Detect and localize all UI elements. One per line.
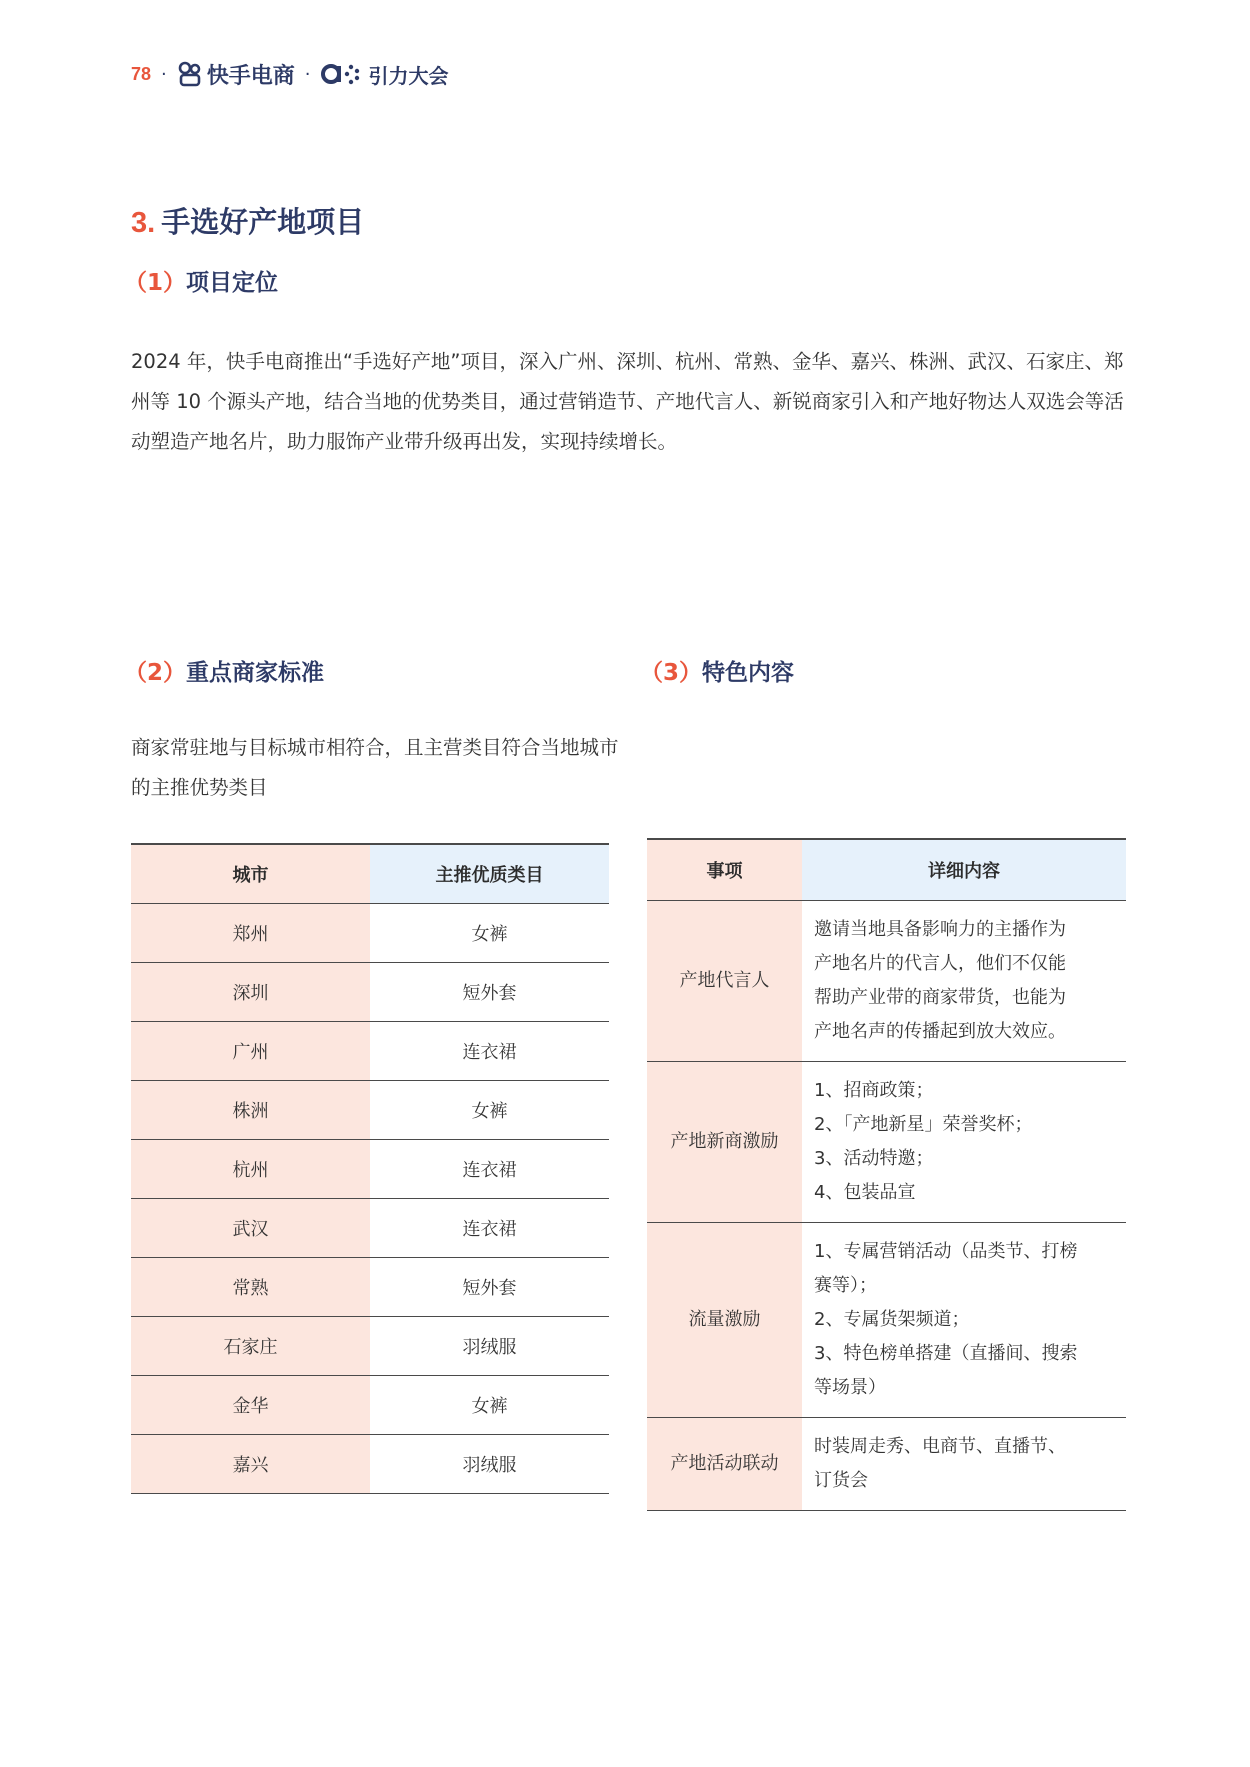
kuaishou-brand — [177, 59, 295, 90]
detail-line: 订货会 — [814, 1470, 868, 1491]
city-cell: 石家庄 — [131, 1317, 370, 1376]
subsection-featured-content — [640, 654, 794, 687]
subsection-title: 项目定位 — [186, 270, 279, 296]
detail-line: 3、特色榜单搭建（直播间、搜索 — [814, 1343, 1078, 1364]
section-number: 3. — [131, 207, 156, 239]
city-cell: 武汉 — [131, 1199, 370, 1258]
detail-line: 产地名声的传播起到放大效应。 — [814, 1021, 1066, 1042]
city-cell: 株洲 — [131, 1081, 370, 1140]
category-cell: 短外套 — [370, 963, 609, 1022]
subsection-number: （2） — [124, 660, 187, 686]
detail-line: 等场景） — [814, 1377, 886, 1398]
detail-line: 2、「产地新星」荣誉奖杯； — [814, 1114, 1033, 1135]
table-row — [647, 1418, 1126, 1511]
gravity-logo-icon — [321, 61, 365, 87]
table-row — [131, 963, 609, 1022]
subsection-number: （3） — [640, 660, 703, 686]
category-cell: 短外套 — [370, 1258, 609, 1317]
table-row — [131, 1081, 609, 1140]
detail-line: 3、活动特邀； — [814, 1148, 934, 1169]
table-row — [131, 1140, 609, 1199]
header-separator: · — [161, 63, 167, 85]
header-separator-2: · — [304, 63, 311, 85]
table-row — [647, 901, 1126, 1062]
item-cell: 产地活动联动 — [647, 1418, 802, 1511]
table-row — [131, 1435, 609, 1494]
column-header-detail: 详细内容 — [802, 839, 1126, 901]
subsection-number: （1） — [124, 270, 187, 296]
table-header-row — [131, 844, 609, 904]
category-cell: 羽绒服 — [370, 1317, 609, 1376]
city-cell: 金华 — [131, 1376, 370, 1435]
table-row — [131, 904, 609, 963]
item-cell: 产地新商激励 — [647, 1062, 802, 1223]
event-name: 引力大会 — [368, 63, 449, 88]
positioning-paragraph: 2024 年，快手电商推出“手选好产地”项目，深入广州、深圳、杭州、常熟、金华、嘉兴、株洲、武汉、石家庄、郑州等 10 个源头产地，结合当地的优势类目，通过营销造节、产地代言人、新锐商家引入和产地好物达人双选会等活动塑造产地名片，助力服饰产业带升级再出发，实现持续增长。 — [131, 350, 1124, 453]
category-cell: 连衣裙 — [370, 1022, 609, 1081]
section-title — [131, 200, 364, 241]
subsection-title: 特色内容 — [702, 660, 795, 686]
detail-cell — [802, 1418, 1126, 1511]
section-title-text: 手选好产地项目 — [161, 205, 365, 239]
city-cell: 杭州 — [131, 1140, 370, 1199]
detail-cell — [802, 901, 1126, 1062]
event-brand — [321, 60, 449, 89]
category-cell: 连衣裙 — [370, 1199, 609, 1258]
table-row — [131, 1376, 609, 1435]
table-row — [131, 1199, 609, 1258]
category-cell: 女裤 — [370, 904, 609, 963]
kuaishou-logo-icon — [177, 61, 203, 87]
detail-line: 2、专属货架频道； — [814, 1309, 970, 1330]
detail-line: 邀请当地具备影响力的主播作为 — [814, 919, 1066, 940]
city-cell: 郑州 — [131, 904, 370, 963]
category-cell: 连衣裙 — [370, 1140, 609, 1199]
column-header-item: 事项 — [647, 839, 802, 901]
detail-cell — [802, 1223, 1126, 1418]
detail-line: 1、招商政策； — [814, 1080, 934, 1101]
detail-line: 1、专属营销活动（品类节、打榜 — [814, 1241, 1078, 1262]
subsection-positioning — [124, 264, 278, 297]
subsection-title: 重点商家标准 — [186, 660, 325, 686]
table-row — [647, 1062, 1126, 1223]
city-cell: 深圳 — [131, 963, 370, 1022]
table-row — [131, 1317, 609, 1376]
detail-line: 帮助产业带的商家带货，也能为 — [814, 987, 1066, 1008]
table-row — [131, 1022, 609, 1081]
item-cell: 流量激励 — [647, 1223, 802, 1418]
table-header-row — [647, 839, 1126, 901]
category-cell: 女裤 — [370, 1081, 609, 1140]
page-number: 78 — [131, 63, 152, 84]
column-header-category: 主推优质类目 — [370, 844, 609, 904]
merchant-standard-paragraph: 商家常驻地与目标城市相符合，且主营类目符合当地城市的主推优势类目 — [131, 736, 619, 799]
subsection-merchant-standard — [124, 654, 324, 687]
page-header — [131, 58, 449, 90]
city-category-table — [131, 843, 609, 1494]
column-header-city: 城市 — [131, 844, 370, 904]
table-row — [647, 1223, 1126, 1418]
city-cell: 常熟 — [131, 1258, 370, 1317]
featured-content-table — [647, 838, 1126, 1511]
category-cell: 羽绒服 — [370, 1435, 609, 1494]
brand-name: 快手电商 — [206, 63, 295, 89]
city-cell: 嘉兴 — [131, 1435, 370, 1494]
city-cell: 广州 — [131, 1022, 370, 1081]
detail-line: 4、包装品宣 — [814, 1182, 916, 1203]
item-cell: 产地代言人 — [647, 901, 802, 1062]
category-cell: 女裤 — [370, 1376, 609, 1435]
detail-line: 产地名片的代言人，他们不仅能 — [814, 953, 1066, 974]
table-row — [131, 1258, 609, 1317]
detail-line: 赛等）； — [814, 1275, 877, 1296]
detail-line: 时装周走秀、电商节、直播节、 — [814, 1436, 1066, 1457]
detail-cell — [802, 1062, 1126, 1223]
